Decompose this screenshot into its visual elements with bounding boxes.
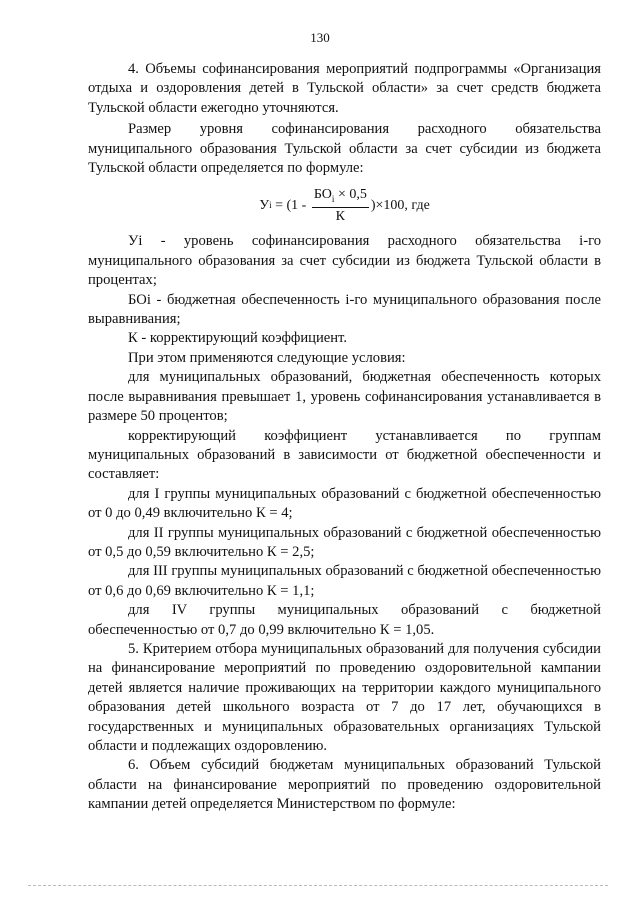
formula-lhs: У: [259, 197, 270, 213]
formula-lhs-sub: i: [269, 199, 272, 210]
cofinancing-formula: [88, 182, 601, 228]
definition-ui: Уi - уровень софинансирования расходного обязательства i-го муниципального образования за счет субсидии из бюджета Тульской области в процентах;: [88, 233, 601, 289]
formula-tail: )×100, где: [370, 197, 430, 213]
page-number: 130: [310, 30, 330, 45]
group-ii: для II группы муниципальных образований с бюджетной обеспеченностью от 0,5 до 0,59 включительно К = 2,5;: [88, 524, 601, 560]
paragraph-5: 5. Критерием отбора муниципальных образований для получения субсидии на финансирование мероприятий по проведению оздоровительной кампании детей является наличие проживающих на территории каждого муниципального образования детей школьного возраста от 7 до 17 лет, обучающихся в государственных и муниципальных образовательных организациях Тульской области и подлежащих оздоровлению.: [88, 640, 601, 754]
condition-over-1: для муниципальных образований, бюджетная обеспеченность которых после выравнивания превышает 1, уровень софинансирования устанавливается в размере 50 процентов;: [88, 369, 601, 425]
paragraph-6: 6. Объем субсидий бюджетам муниципальных образований Тульской области на финансирование мероприятий по проведению оздоровительной кампании детей определяется Министерством по формуле:: [88, 757, 601, 813]
formula-denominator: К: [335, 209, 346, 225]
group-iii: для III группы муниципальных образований с бюджетной обеспеченностью от 0,6 до 0,69 включительно К = 1,1;: [88, 563, 601, 599]
formula-fraction: [312, 186, 369, 226]
definition-k: К - корректирующий коэффициент.: [128, 330, 347, 347]
group-iv: для IV группы муниципальных образований с бюджетной обеспеченностью от 0,7 до 0,99 включительно К = 1,05.: [88, 602, 601, 638]
paragraph-4: 4. Объемы софинансирования мероприятий подпрограммы «Организация отдыха и оздоровления детей в Тульской области» за счет средств бюджета Тульской области ежегодно уточняются.: [88, 61, 601, 116]
formula-eq-open: = (1 -: [271, 197, 310, 213]
group-i: для I группы муниципальных образований с бюджетной обеспеченностью от 0 до 0,49 включительно К = 4;: [88, 485, 601, 522]
condition-coefficient: корректирующий коэффициент устанавливается по группам муниципальных образований в зависимости от бюджетной обеспеченности и составляет:: [88, 427, 601, 483]
definition-boi: БОi - бюджетная обеспеченность i-го муниципального образования после выравнивания;: [88, 291, 601, 328]
scan-footer-line: [28, 885, 608, 887]
paragraph-formula-intro: Размер уровня софинансирования расходного обязательства муниципального образования Тульской области за счет субсидии из бюджета Тульской области определяется по формуле:: [88, 121, 601, 177]
document-body: [88, 60, 601, 815]
formula-numerator: $БО_i \times 0,5$: [312, 186, 369, 209]
conditions-intro: При этом применяются следующие условия:: [128, 349, 406, 366]
